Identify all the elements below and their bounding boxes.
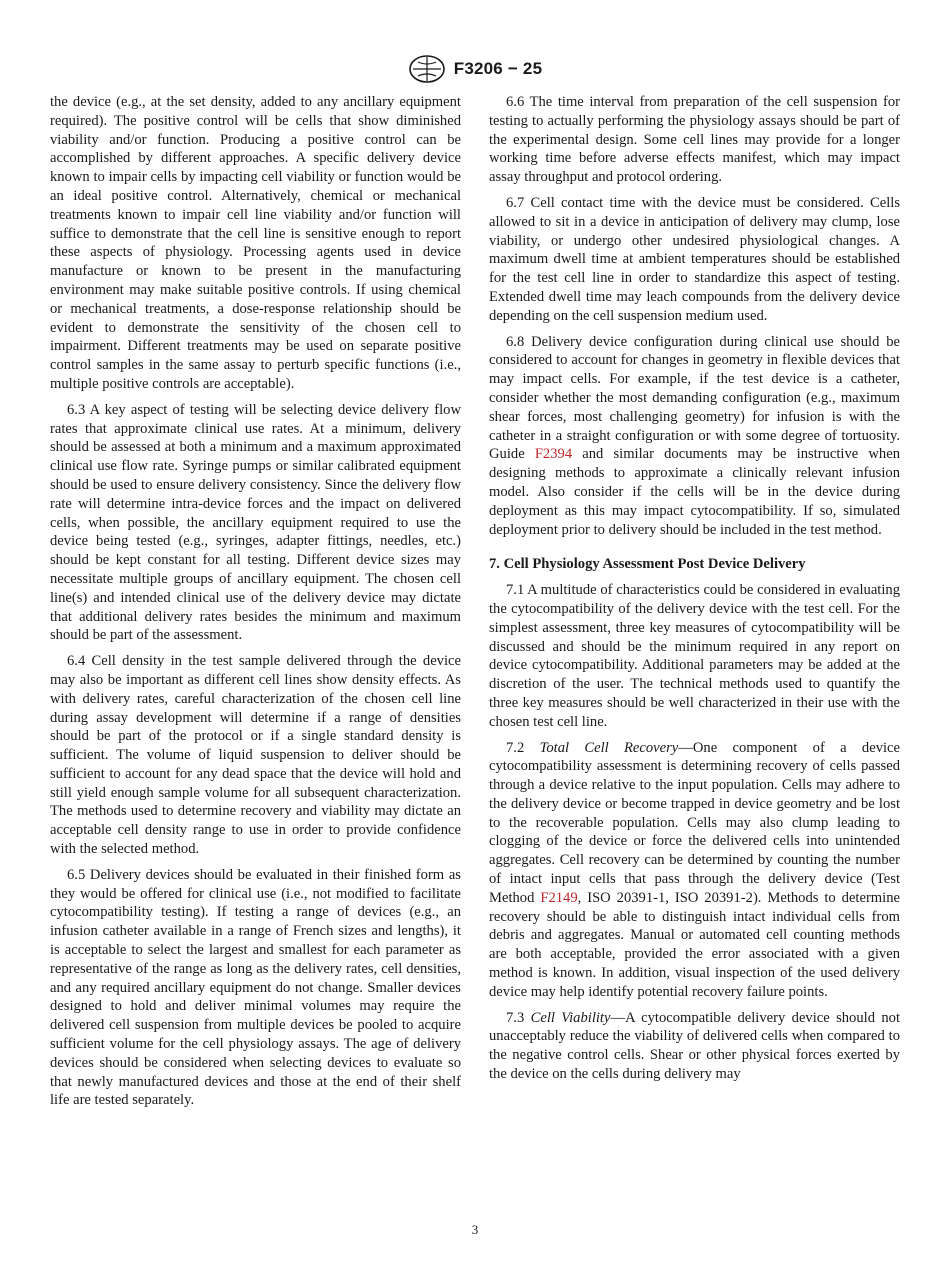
page-number: 3 bbox=[471, 1222, 479, 1237]
paragraph-6-2-continued: the device (e.g., at the set density, added to any ancillary equipment required). The positive control will be cells that show diminished viability and/or function. Producing a positive control can be accomplished by different approaches. A specific delivery device known to impair cells by impacting cell viability or function would be an ideal positive control. Alternatively, chemical or mechanical treatments known to impair cell line viability and/or function will suffice to demonstrate that the cell line is sensitive enough to report these aspects of physiology. Processing agents used in device manufacture or known to be present in the manufacturing environment may make suitable positive controls. If using chemical or mechanical treatments, a dose-response relationship should be evident to demonstrate the sensitivity of the chosen cell to impairment. Different treatments may be used on separate positive control samples in the same assay to perturb specific functions (i.e., multiple positive controls are acceptable). bbox=[50, 94, 461, 392]
paragraph-7-2 bbox=[489, 739, 900, 1002]
paragraph-7-3-text-a: —A cytocompatible delivery device should not unacceptably reduce the viability of delivered cells when compared to the negative control cells. Shear or other physical forces exerted by the device on the cells during delivery may bbox=[489, 1009, 901, 1083]
astm-logo-icon bbox=[408, 54, 446, 84]
standard-designation: F3206 − 25 bbox=[453, 59, 543, 78]
paragraph-6-8 bbox=[489, 333, 900, 540]
paragraph-6-8-text-b: and similar documents may be instructive when designing methods to approximate a clinically relevant infusion model. Also consider if the cells will be in the device during deployment as this may impact cytocompatibility. If so, simulated deployment prior to delivery should be included in the test method. bbox=[489, 446, 900, 538]
paragraph-7-2-number: 7.2 bbox=[506, 739, 540, 756]
paragraph-7-2-text-b: , ISO 20391-1, ISO 20391-2). Methods to determine recovery should be able to distinguish intact individual cells from debris and aggregates. Manual or automated cell counting methods are both acceptable, provided the error associated with a given method is known. In addition, visual inspection of the used delivery device may help identify potential recovery failure points. bbox=[489, 889, 900, 1000]
paragraph-6-4: 6.4 Cell density in the test sample delivered through the device may also be important as different cell lines show density effects. As with delivery rates, careful characterization of the chosen cell line during assay development will determine if a range of densities should be part of the protocol or if a single standard density is sufficient. The volume of liquid suspension to deliver should be sufficient to account for any dead space that the device will hold and still yield enough sample volume for all subsequent characterization. The methods used to determine recovery and viability may dictate an acceptable cell density range to use in order to provide confidence with the selected method. bbox=[50, 653, 461, 858]
paragraph-6-7: 6.7 Cell contact time with the device must be considered. Cells allowed to sit in a device in anticipation of delivery may clump, lose viability, or undergo other undesired physiological changes. A maximum dwell time at ambient temperatures should be established for the test cell line in order to standardize this aspect of testing. Extended dwell time may leach compounds from the delivery device depending on the cell suspension medium used. bbox=[489, 194, 900, 324]
ref-link-f2394[interactable]: F2394 bbox=[534, 446, 573, 463]
paragraph-7-3-number: 7.3 bbox=[506, 1009, 531, 1026]
paragraph-6-3: 6.3 A key aspect of testing will be selecting device delivery flow rates that approximate clinical use rates. At a minimum, delivery should be assessed at both a minimum and a maximum approximated clinical use flow rate. Syringe pumps or similar calibrated equipment should be used to ensure delivery consistency. Since the delivery flow rate will determine intra-device forces and the impact on delivered cells, when possible, the ancillary equipment required to use the device being tested (e.g., syringes, adapter fittings, needles, etc.) should be kept constant for all testing. Different device sizes may necessitate multiple groups of ancillary equipment. The chosen cell line(s) and intended clinical use of the delivery device may dictate that additional delivery rates besides the minimum and maximum should be part of the assessment. bbox=[50, 401, 461, 644]
paragraph-7-3 bbox=[489, 1009, 900, 1084]
right-column bbox=[489, 93, 900, 1091]
paragraph-7-2-text-a: —One component of a device cytocompatibility assessment is determining recovery of cells passed through a device relative to the input population. Cells may adhere to the delivery device or become trapped in device geometry and be lost to the recoverable population. Cells may also clump leading to clogging of the device or force the delivered cells into unintended aggregates. Cell recovery can be determined by counting the number of intact input cells that pass through the delivery device (Test Method bbox=[489, 739, 901, 906]
page-header bbox=[0, 52, 950, 86]
left-column bbox=[50, 93, 461, 1117]
paragraph-7-2-title: Total Cell Recovery bbox=[539, 739, 679, 756]
paragraph-7-1: 7.1 A multitude of characteristics could be considered in evaluating the cytocompatibility of the delivery device with the test cell. For the simplest assessment, three key measures of cytocompatibility will be discussed and should be the minimum required in any report on device cytocompatibility. Additional parameters may be added at the discretion of the user. The technical methods used to quantify the three key measures should be well characterized in their use with the chosen test cell line. bbox=[489, 582, 900, 730]
section-7-title: 7. Cell Physiology Assessment Post Device Delivery bbox=[489, 556, 806, 573]
ref-link-f2149[interactable]: F2149 bbox=[540, 889, 578, 906]
paragraph-6-5: 6.5 Delivery devices should be evaluated in their finished form as they would be offered for clinical use (i.e., not modified to facilitate cytocompatibility testing). If testing a range of devices (e.g., an infusion catheter available in a range of French sizes and lengths), it is acceptable to select the largest and smallest for each parameter as representative of the range as long as the delivery rates, cell densities, and any required ancillary equipment do not change. Smaller devices designed to hold and deliver minimal volumes may require the delivered cell suspension from multiple devices be pooled to acquire sufficient volume for the cell physiology assays. The age of delivery devices should be considered when selecting devices to evaluate so that newly manufactured devices and those at the end of their shelf life are tested separately. bbox=[50, 866, 461, 1109]
paragraph-6-8-text-a: 6.8 Delivery device configuration during clinical use should be considered to account for changes in geometry in flexible devices that may impact cells. For example, if the test device is a catheter, consider whether the most demanding configuration (e.g., maximum shear forces, most challenging geometry) for infusion is with the catheter in a straight configuration or with some degree of tortuosity. Guide bbox=[489, 333, 900, 463]
paragraph-7-3-title: Cell Viability bbox=[530, 1009, 611, 1026]
paragraph-6-6: 6.6 The time interval from preparation of the cell suspension for testing to actually performing the physiology assays should be part of the experimental design. Some cell lines may provide for a longer working time before adverse effects manifest, which may impact assay throughput and protocol ordering. bbox=[489, 94, 900, 186]
